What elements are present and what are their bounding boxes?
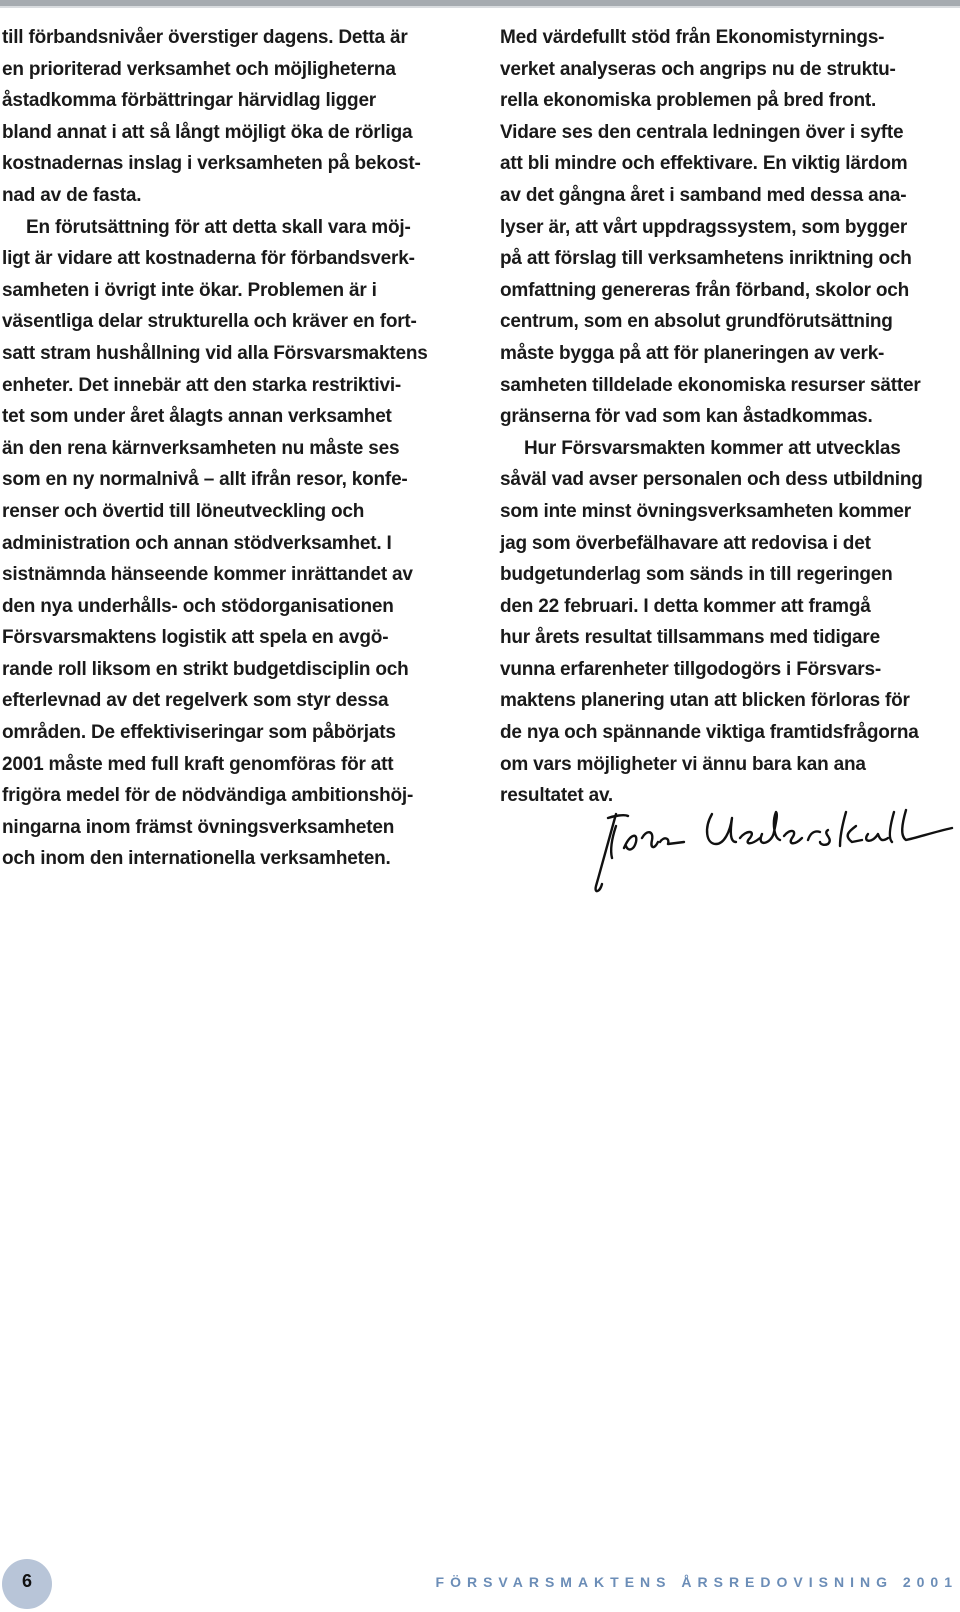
text-line: samheten i övrigt inte ökar. Problemen är i	[2, 279, 377, 301]
text-line: administration och annan stödverksamhet. I	[2, 532, 392, 554]
text-line: den 22 februari. I detta kommer att framgå	[500, 595, 871, 617]
left-text-column	[2, 22, 457, 875]
text-line: att bli mindre och effektivare. En viktig lärdom	[500, 153, 908, 175]
page-number: 6	[21, 1571, 32, 1591]
text-line: av det gångna året i samband med dessa ana-	[500, 184, 907, 206]
text-line: nad av de fasta.	[2, 184, 142, 206]
text-line: renser och övertid till löneutveckling och	[2, 500, 365, 522]
text-line: ningarna inom främst övningsverksamheten	[2, 816, 395, 838]
text-line: 2001 måste med full kraft genomföras för att	[2, 753, 394, 775]
text-line: Vidare ses den centrala ledningen över i syfte	[500, 121, 904, 143]
publication-title: FÖRSVARSMAKTENS ÅRSREDOVISNING 2001	[435, 1574, 958, 1590]
text-line: jag som överbefälhavare att redovisa i det	[500, 532, 871, 554]
text-line: efterlevnad av det regelverk som styr dessa	[2, 690, 389, 712]
text-line: områden. De effektiviseringar som påbörjats	[2, 722, 396, 744]
text-line: enheter. Det innebär att den starka restriktivi-	[2, 374, 402, 396]
text-line: måste bygga på att för planeringen av verk-	[500, 342, 885, 364]
text-line: och inom den internationella verksamheten.	[2, 848, 391, 870]
text-line: verket analyseras och angrips nu de struktu-	[500, 58, 896, 80]
text-line: ligt är vidare att kostnaderna för förbandsverk-	[2, 248, 415, 270]
text-line: vunna erfarenheter tillgodogörs i Försvars-	[500, 658, 881, 680]
text-line: samheten tilldelade ekonomiska resurser sätter	[500, 374, 921, 396]
text-line: de nya och spännande viktiga framtidsfrågorna	[500, 722, 919, 744]
text-line: maktens planering utan att blicken förloras för	[500, 690, 910, 712]
text-line: Hur Försvarsmakten kommer att utvecklas	[524, 437, 901, 459]
text-line: gränserna för vad som kan åstadkommas.	[500, 406, 873, 428]
text-line: väsentliga delar strukturella och kräver en fort-	[2, 311, 417, 333]
text-line: såväl vad avser personalen och dess utbildning	[500, 469, 923, 491]
right-text-column	[500, 22, 955, 812]
text-line: på att förslag till verksamhetens inriktning och	[500, 248, 912, 270]
top-rule-highlight	[0, 6, 960, 8]
text-line: kostnadernas inslag i verksamheten på bekost-	[2, 153, 421, 175]
text-line: lyser är, att vårt uppdragssystem, som bygger	[500, 216, 908, 238]
text-line: rella ekonomiska problemen på bred front.	[500, 90, 877, 112]
text-line: satt stram hushållning vid alla Försvarsmaktens	[2, 342, 428, 364]
text-line: hur årets resultat tillsammans med tidigare	[500, 627, 880, 649]
text-line: den nya underhålls- och stödorganisationen	[2, 595, 394, 617]
text-line: Med värdefullt stöd från Ekonomistyrnings-	[500, 27, 885, 48]
text-line: en prioriterad verksamhet och möjligheterna	[2, 58, 396, 80]
text-line: rande roll liksom en strikt budgetdisciplin och	[2, 658, 409, 680]
text-line: som en ny normalnivå – allt ifrån resor, konfe-	[2, 469, 408, 491]
text-line: omfattning genereras från förband, skolor och	[500, 279, 910, 301]
text-line: som inte minst övningsverksamheten kommer	[500, 500, 911, 522]
text-line: tet som under året ålagts annan verksamhet	[2, 406, 392, 428]
text-line: om vars möjligheter vi ännu bara kan ana	[500, 753, 866, 775]
text-line: till förbandsnivåer överstiger dagens. Detta är	[2, 27, 408, 48]
text-line: sistnämnda hänseende kommer inrättandet av	[2, 564, 413, 586]
text-line: En förutsättning för att detta skall vara möj-	[26, 216, 411, 238]
text-line: resultatet av.	[500, 785, 614, 807]
text-line: frigöra medel för de nödvändiga ambitionshöj-	[2, 785, 414, 807]
signature-icon	[594, 808, 954, 918]
text-line: bland annat i att så långt möjligt öka de rörliga	[2, 121, 413, 143]
text-line: Försvarsmaktens logistik att spela en avgö-	[2, 627, 389, 649]
text-line: än den rena kärnverksamheten nu måste ses	[2, 437, 400, 459]
text-line: åstadkomma förbättringar härvidlag ligger	[2, 90, 376, 112]
text-line: centrum, som en absolut grundförutsättning	[500, 311, 893, 333]
text-line: budgetunderlag som sänds in till regeringen	[500, 564, 893, 586]
